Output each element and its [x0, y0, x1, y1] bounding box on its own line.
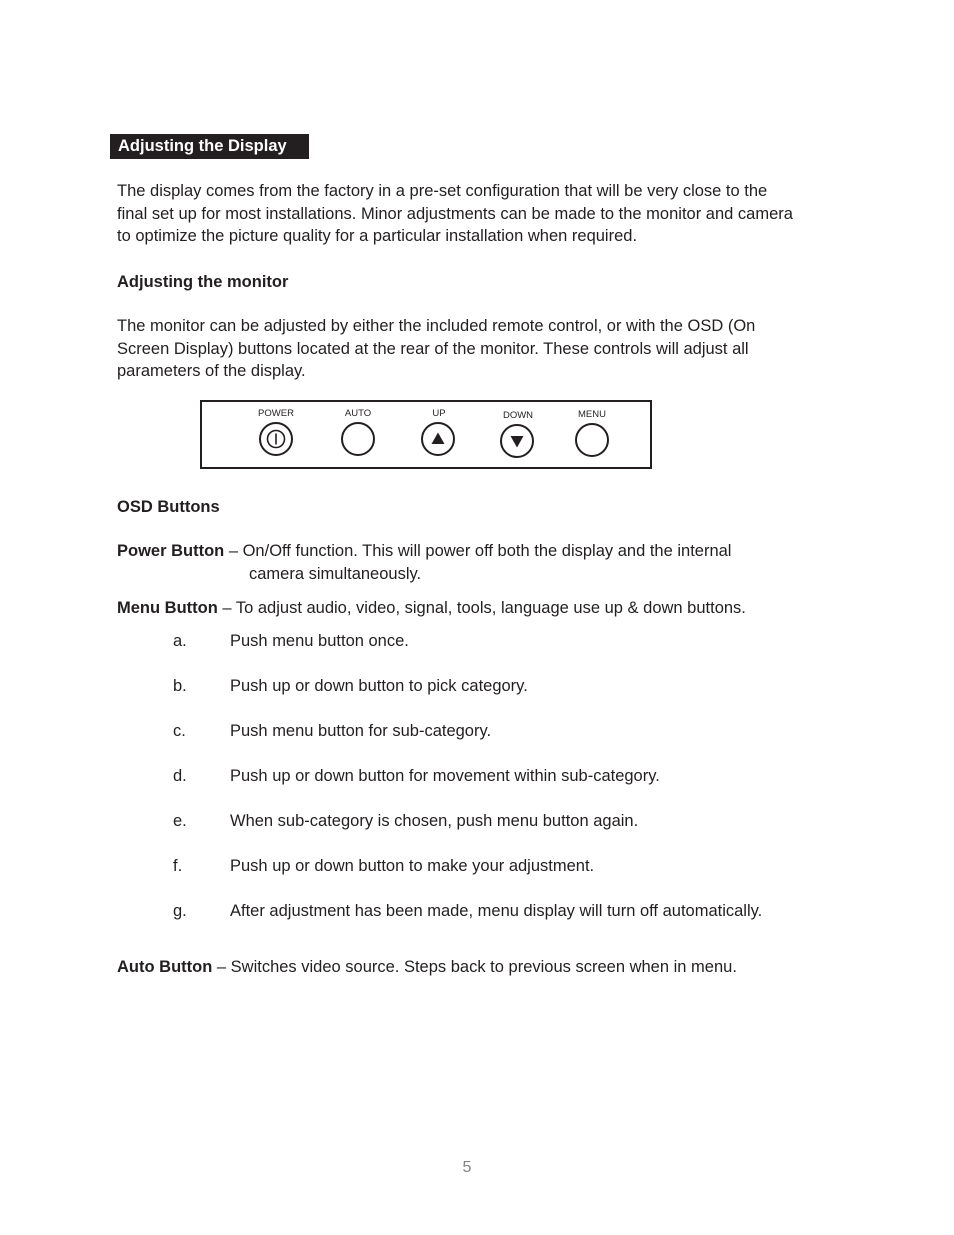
- step-text: Push up or down button for movement within sub-category.: [230, 767, 660, 785]
- power-label: POWER: [258, 408, 294, 419]
- osd-heading: OSD Buttons: [117, 498, 220, 516]
- power-term: Power Button: [117, 542, 225, 560]
- down-triangle-icon: [502, 426, 532, 456]
- step-text: After adjustment has been made, menu display will turn off automatically.: [230, 902, 763, 920]
- auto-button-definition: [117, 956, 737, 979]
- power-desc: – On/Off function. This will power off both the display and the internal: [224, 542, 732, 560]
- step-text: Push menu button for sub-category.: [230, 722, 492, 740]
- intro-line: to optimize the picture quality for a particular installation when required.: [117, 227, 638, 246]
- step-text: Push up or down button to pick category.: [230, 677, 528, 695]
- menu-label: MENU: [578, 409, 606, 420]
- step-text: Push menu button once.: [230, 632, 409, 650]
- step-letter: f.: [173, 857, 183, 875]
- auto-desc: – Switches video source. Steps back to previous screen when in menu.: [212, 958, 737, 976]
- down-label: DOWN: [502, 410, 534, 421]
- power-desc-continued: camera simultaneously.: [249, 565, 422, 583]
- menu-desc: – To adjust audio, video, signal, tools, language use up & down buttons.: [217, 599, 746, 617]
- step-text: When sub-category is chosen, push menu button again.: [230, 812, 639, 830]
- menu-button-illustration: [575, 423, 609, 457]
- intro-paragraph: [117, 180, 857, 248]
- step-letter: d.: [173, 767, 187, 785]
- section-title: Adjusting the Display: [110, 134, 309, 159]
- auto-button-illustration: [341, 422, 375, 456]
- monitor-line: The monitor can be adjusted by either the included remote control, or with the OSD (On: [117, 317, 756, 335]
- power-icon: [261, 424, 291, 454]
- up-button-illustration: [421, 422, 455, 456]
- step-letter: e.: [173, 812, 187, 830]
- power-button-definition: [117, 540, 731, 563]
- step-letter: a.: [173, 632, 187, 650]
- step-letter: b.: [173, 677, 187, 695]
- page-number: 5: [462, 1159, 472, 1176]
- osd-button-panel: [200, 400, 652, 469]
- down-button-illustration: [500, 424, 534, 458]
- step-text: Push up or down button to make your adjustment.: [230, 857, 595, 875]
- intro-line: final set up for most installations. Minor adjustments can be made to the monitor and camera: [117, 204, 793, 223]
- menu-term: Menu Button: [117, 599, 218, 617]
- up-triangle-icon: [423, 424, 453, 454]
- monitor-heading: Adjusting the monitor: [117, 273, 289, 291]
- monitor-line: Screen Display) buttons located at the rear of the monitor. These controls will adjust all: [117, 339, 749, 358]
- monitor-paragraph: [117, 315, 857, 383]
- auto-term: Auto Button: [117, 958, 213, 976]
- menu-button-definition: [117, 597, 746, 620]
- intro-line: The display comes from the factory in a pre-set configuration that will be very close to the: [117, 182, 768, 200]
- monitor-line: parameters of the display.: [117, 362, 306, 381]
- auto-label: AUTO: [344, 408, 372, 419]
- step-letter: g.: [173, 902, 187, 920]
- power-button-illustration: [259, 422, 293, 456]
- step-letter: c.: [173, 722, 186, 740]
- up-label: UP: [432, 408, 446, 419]
